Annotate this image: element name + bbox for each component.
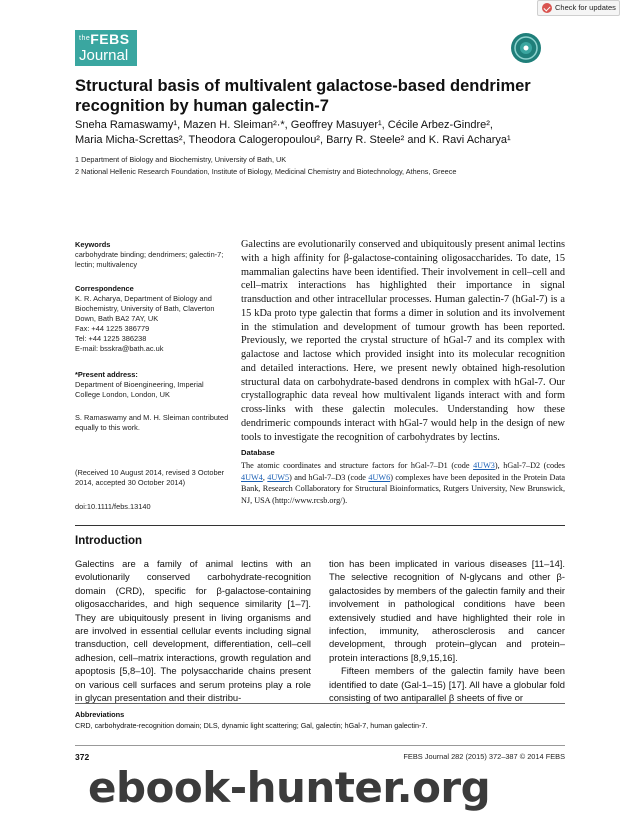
correspondence-line: Down, Bath BA2 7AY, UK [75,314,159,323]
article-title: Structural basis of multivalent galactose-based dendrimer recognition by human galectin-7 [75,77,531,115]
authors-line-1: Sneha Ramaswamy¹, Mazen H. Sleiman²·*, Geoffrey Masuyer¹, Cécile Arbez-Gindre², [75,119,493,131]
present-address-heading: *Present address: [75,370,138,379]
check-badge-icon [542,3,552,13]
keywords-heading: Keywords [75,240,111,249]
keywords-text: carbohydrate binding; dendrimers; galectin-7; lectin; multivalency [75,250,224,269]
correspondence-line: Fax: +44 1225 386779 [75,324,150,333]
affiliation-1: 1 Department of Biology and Biochemistry, University of Bath, UK [75,155,287,164]
abbreviations-heading: Abbreviations [75,710,125,719]
intro-paragraph: tion has been implicated in various diseases [11–14]. The selective recognition of N-glycans and other β-galactosides by members of the galectin family and their involvement in pathological conditions have been extensively studied and have highlighted their role in infection, immunity, atherosclerosis and cancer development, through protein–glycan and protein–protein interactions [8,9,15,16]. [329,558,565,663]
database-text [241,460,565,506]
introduction-column-2 [329,557,565,704]
pdb-link-4uw4[interactable]: 4UW4 [241,472,263,482]
pdb-link-4uw6[interactable]: 4UW6 [368,472,391,482]
introduction-heading: Introduction [75,535,143,547]
correspondence-email[interactable]: E-mail: bsskra@bath.ac.uk [75,344,164,353]
intro-paragraph: Galectins are a family of animal lectins with an evolutionarily conserved carbohydrate-recognition domain (CRD), specific for β-galactose-containing oligosaccharides, and high sequence similarity [1–7]. They are ubiquitously present in living organisms and are involved in essential cellular events including signal transduction, cell development, differentiation, cell–cell adhesion, cell–matrix interactions, growth regulation and apoptosis [5,8–10]. The polysaccharide chains present on various cell surfaces and serum proteins play a role in glycan presentation and their distribu- [75,558,311,704]
introduction-column-1 [75,557,311,704]
database-heading: Database [241,448,275,457]
correspondence-line: Biochemistry, University of Bath, Claverton [75,304,215,313]
page-number: 372 [75,752,90,762]
present-address-text: Department of Bioengineering, Imperial College London, London, UK [75,380,204,399]
pdb-link-4uw3[interactable]: 4UW3 [473,461,495,470]
database-text-part: ), hGal-7–D2 (codes [494,461,565,470]
intro-paragraph: Fifteen members of the galectin family have been identified to date (Gal-1–15) [17]. All have a globular fold consisting of two antiparallel β sheets of five or [329,665,565,704]
correspondence-block [75,284,230,354]
logo-prefix: the [79,35,91,42]
doi[interactable]: doi:10.1111/febs.13140 [75,502,151,511]
check-for-updates-button[interactable] [537,0,620,16]
watermark-text: ebook-hunter.org [88,763,491,812]
abstract-text: Galectins are evolutionarily conserved and ubiquitously present animal lectins with a high affinity for β-galactose-containing oligosaccharides. To date, 15 mammalian galectins have been identified. Their involvement in cell–cell and cell–matrix interactions has highlighted their importance in signal transduction and other intracellular processes. Human galectin-7 (hGal-7) is a 15 kDa proto type galectin that forms a dimer in solution and its involvement in the stimulation and development of tumour growth has been reported. Previously, we reported the crystal structure of hGal-7 and its complex with galactose and lactose which provided insight into its molecular recognition and detailed interactions. Here, we present newly obtained high-resolution structural data on carbohydrate-based dendrons in complex with hGal-7. Our crystallographic data reveal how multivalent ligands interact with and form cross-links with these galectin molecules. Understanding how these dendrimeric compounds interact with hGal-7 would help in the design of new tools to investigate the recognition of carbohydrates by lectins. [241,239,565,443]
database-text-part: ) complexes have been deposited in the Protein Data Bank, Research Collaboratory for Structural Bioinformatics, Rutgers University, New Brunswick, NJ, USA (http://www.rcsb.org/). [241,472,566,505]
abbreviations-text: CRD, carbohydrate-recognition domain; DLS, dynamic light scattering; Gal, galectin; hGal-7, human galectin-7. [75,721,428,730]
correspondence-heading: Correspondence [75,284,134,293]
present-address-block [75,370,230,400]
section-divider [75,525,565,526]
febs-journal-logo [75,30,137,66]
febs-emblem-icon [510,32,542,64]
affiliation-2: 2 National Hellenic Research Foundation, Institute of Biology, Medicinal Chemistry and Biotechnology, Athens, Greece [75,166,457,176]
affiliations [75,154,565,177]
database-text-part: , [262,472,268,482]
abbreviations-divider [75,703,565,704]
authors-line-2: Maria Micha-Screttas², Theodora Calogeropoulou², Barry R. Steele² and K. Ravi Acharya¹ [75,134,511,146]
footer-divider [75,745,565,746]
correspondence-line: Tel: +44 1225 386238 [75,334,147,343]
check-for-updates-label: Check for updates [555,3,616,12]
pdb-link-4uw5[interactable]: 4UW5 [267,472,290,482]
logo-sub: Journal [79,47,129,64]
equal-contribution-note: S. Ramaswamy and M. H. Sleiman contributed equally to this work. [75,413,229,432]
author-list [75,118,565,148]
database-text-part: The atomic coordinates and structure factors for hGal-7–D1 (code [241,461,474,470]
logo-name: FEBS [90,31,130,47]
correspondence-line: K. R. Acharya, Department of Biology and [75,294,212,303]
database-text-part: ) and hGal-7–D3 (code [289,472,369,482]
journal-reference: FEBS Journal 282 (2015) 372–387 © 2014 FEBS [403,752,565,761]
keywords-block [75,240,230,270]
received-dates: (Received 10 August 2014, revised 3 October 2014, accepted 30 October 2014) [75,468,225,487]
